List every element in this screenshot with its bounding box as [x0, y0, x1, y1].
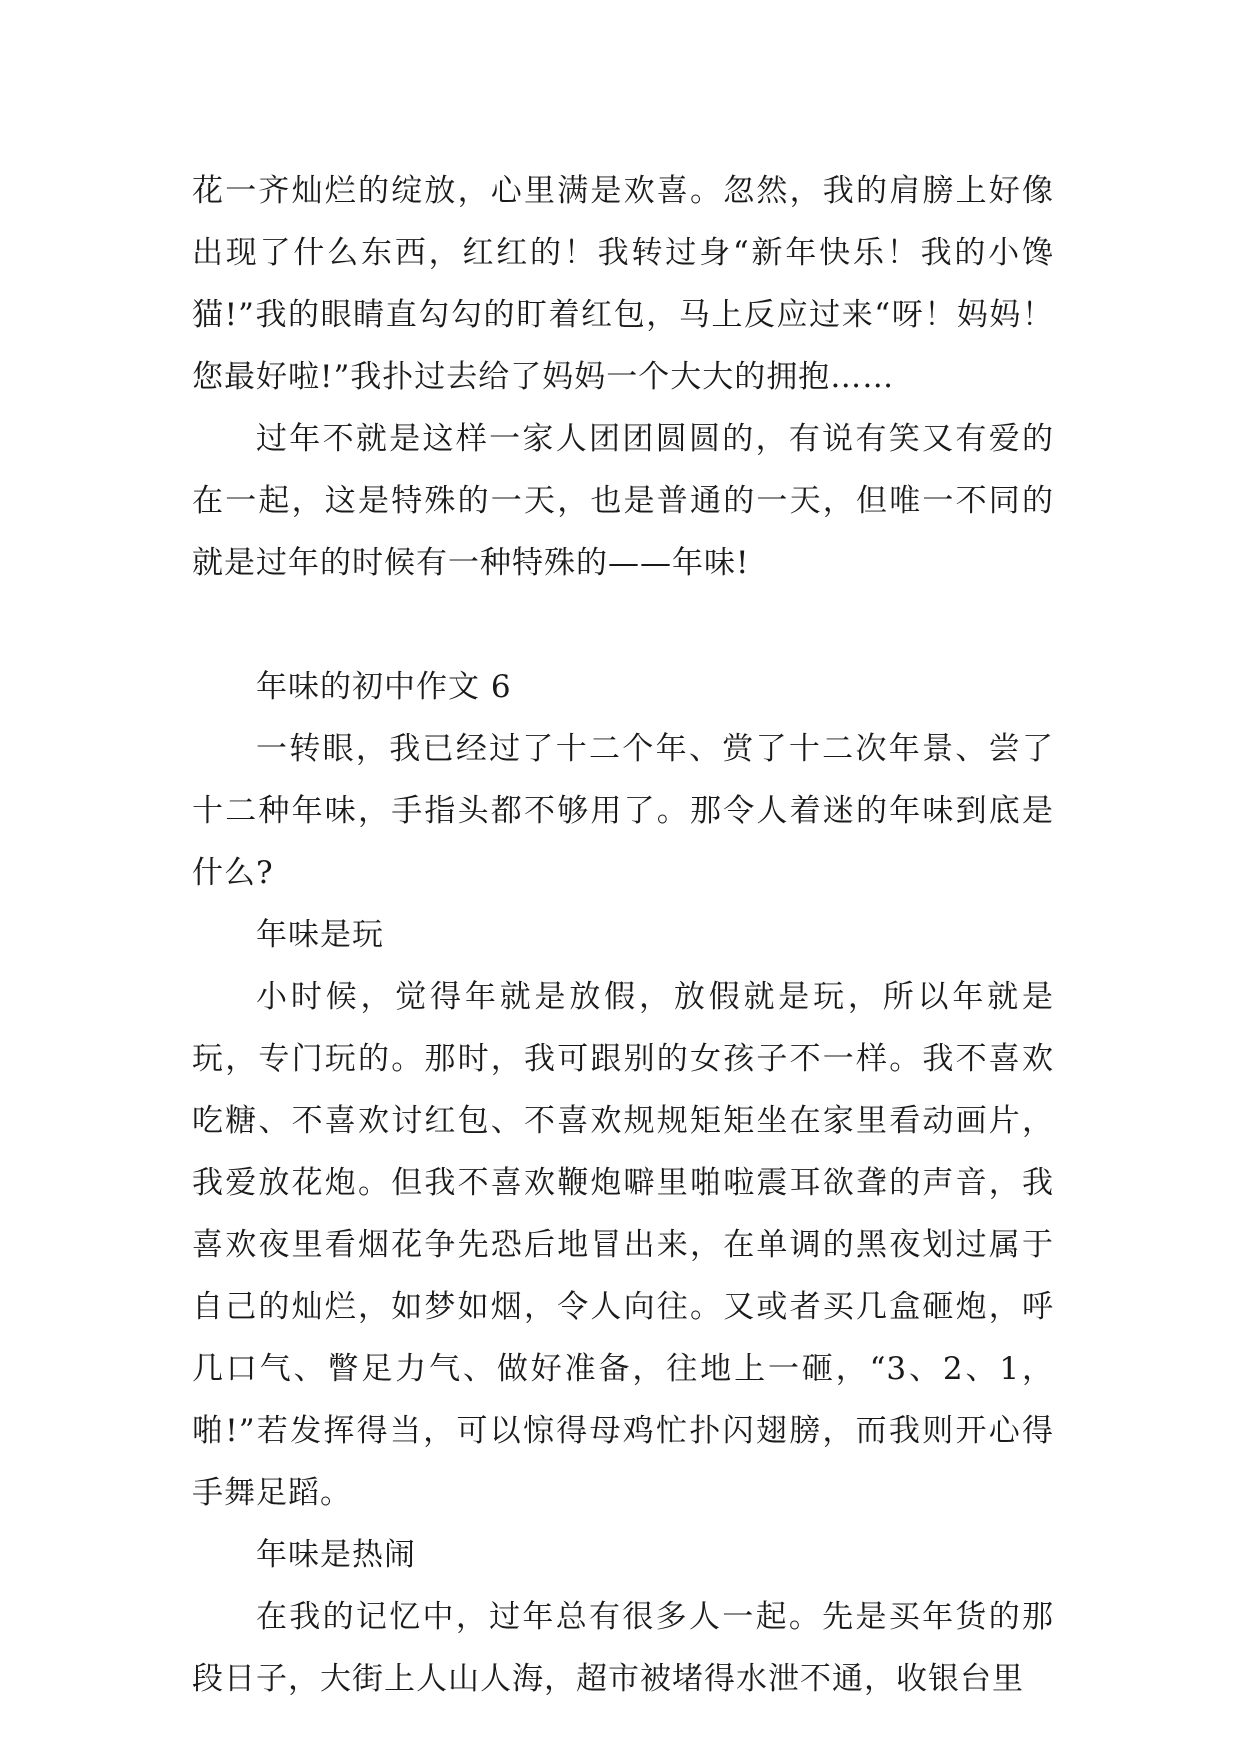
subheading-play: 年味是玩 [256, 917, 384, 953]
paragraph-conclusion: 过年不就是这样一家人团团圆圆的，有说有笑又有爱的在一起，这是特殊的一天，也是普通的一天，但唯一不同的就是过年的时候有一种特殊的——年味! [192, 421, 1054, 581]
section-title: 年味的初中作文 6 [256, 669, 512, 705]
paragraph-continued: 花一齐灿烂的绽放，心里满是欢喜。忽然，我的肩膀上好像出现了什么东西，红红的！我转过身“新年快乐！我的小馋猫!”我的眼睛直勾勾的盯着红包，马上反应过来“呀！妈妈！您最好啦!”我扑过去给了妈妈一个大大的拥抱…… [192, 173, 1054, 395]
paragraph-lively: 在我的记忆中，过年总有很多人一起。先是买年货的那段日子，大街上人山人海，超市被堵得水泄不通，收银台里 [192, 1599, 1054, 1697]
document-body [192, 160, 1054, 1710]
subheading-lively: 年味是热闹 [256, 1537, 416, 1573]
section-spacer [192, 594, 1054, 656]
paragraph-play: 小时候，觉得年就是放假，放假就是玩，所以年就是玩，专门玩的。那时，我可跟别的女孩子不一样。我不喜欢吃糖、不喜欢讨红包、不喜欢规规矩矩坐在家里看动画片，我爱放花炮。但我不喜欢鞭炮噼里啪啦震耳欲聋的声音，我喜欢夜里看烟花争先恐后地冒出来，在单调的黑夜划过属于自己的灿烂，如梦如烟，令人向往。又或者买几盒砸炮，呼几口气、瞥足力气、做好准备，往地上一砸，“3、2、1，啪!”若发挥得当，可以惊得母鸡忙扑闪翅膀，而我则开心得手舞足蹈。 [192, 979, 1054, 1511]
paragraph-intro: 一转眼，我已经过了十二个年、赏了十二次年景、尝了十二种年味，手指头都不够用了。那令人着迷的年味到底是什么? [192, 731, 1054, 891]
